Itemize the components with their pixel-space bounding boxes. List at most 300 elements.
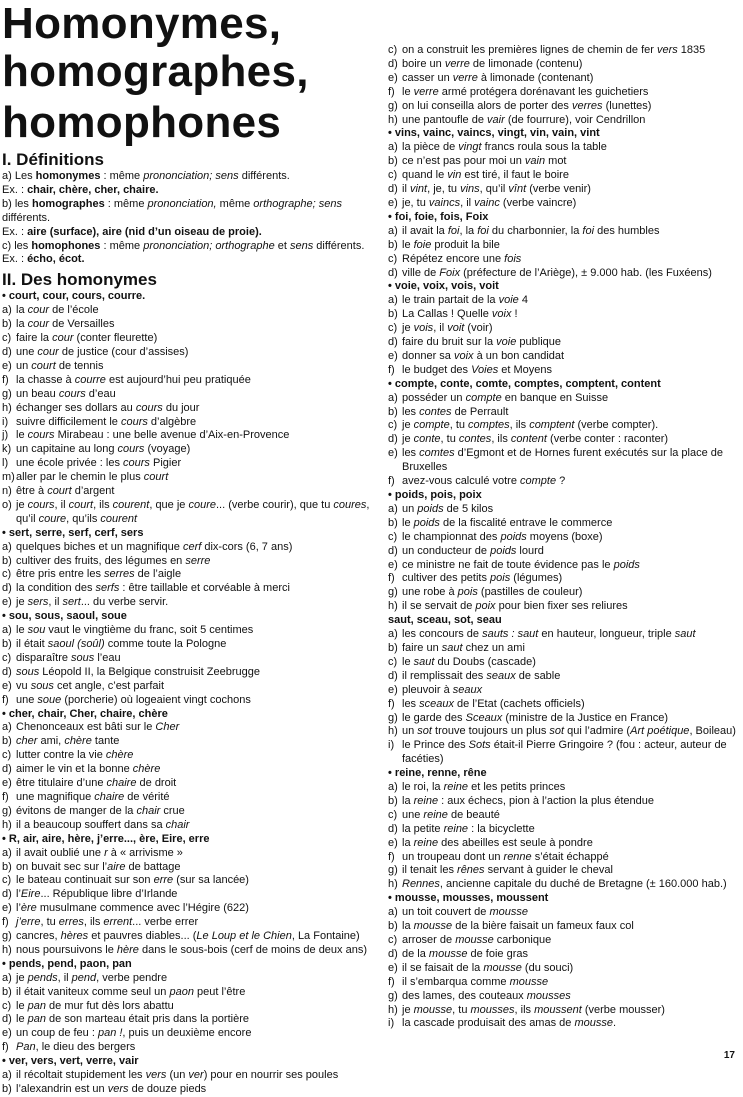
example-letter: e) [388,836,398,849]
word-group-heading: • R, air, aire, hère, j’erre..., ère, Eire, erre [2,832,210,845]
example-line [2,582,370,596]
example-line [388,253,740,267]
example-text: un capitaine au long cours (voyage) [16,443,191,456]
example-letter: d) [388,336,398,349]
example-text: cher ami, chère tante [16,735,120,748]
example-line [2,666,370,680]
example-line [2,499,370,527]
example-text: disparaître sous l’eau [16,651,121,664]
example-text: il avait la foi, la foi du charbonnier, la foi des humbles [402,224,660,237]
example-text: des lames, des couteaux mousses [402,989,571,1002]
example-letter: d) [2,345,12,358]
example-line [2,638,370,652]
example-line [2,304,370,318]
example-letter: c) [388,655,398,668]
example-line [2,1027,370,1041]
example-line [2,457,370,471]
example-line [2,680,370,694]
example-text: je, tu vaincs, il vainc (verbe vaincre) [402,196,577,209]
example-line [2,346,370,360]
example-letter: a) [388,781,398,794]
example-text: un court de tennis [16,359,104,372]
section-homonyms-heading: II. Des homonymes [2,270,157,290]
example-c: Ex. : écho, écot. [2,253,85,266]
example-line [388,267,740,281]
example-line [2,624,370,638]
example-text: la mousse de la bière faisait un fameux faux col [402,920,634,933]
example-letter: e) [2,679,12,692]
example-text: une école privée : les cours Pigier [16,457,182,470]
word-group-heading: • compte, conte, comte, comptes, comptent, content [388,377,661,390]
example-text: donner sa voix à un bon candidat [402,349,565,362]
example-text: un troupeau dont un renne s’était échappé [402,850,609,863]
example-line [388,920,740,934]
example-letter: c) [388,44,398,56]
example-letter: h) [2,818,12,831]
word-group [2,610,370,707]
example-text: Chenonceaux est bâti sur le Cher [16,721,180,734]
example-text: vu sous cet angle, c’est parfait [16,679,164,692]
example-text: sous Léopold II, la Belgique construisit Zeebrugge [16,665,261,678]
example-letter: a) [2,540,12,553]
example-letter: g) [2,387,12,400]
example-letter: c) [2,332,12,345]
example-line [388,642,740,656]
example-line [388,962,740,976]
example-letter: i) [388,739,395,752]
example-text: la chasse à courre est aujourd’hui peu pratiquée [16,373,251,386]
example-line [2,1013,370,1027]
example-line [2,819,370,833]
example-text: lutter contre la vie chère [16,749,134,762]
example-letter: f) [388,697,395,710]
example-text: la cour de Versailles [16,318,115,331]
example-letter: e) [388,196,398,209]
example-text: les sceaux de l’Etat (cachets officiels) [402,697,585,710]
example-line [388,712,740,726]
example-text: ce ministre ne fait de toute évidence pas le poids [402,558,640,571]
example-line [2,388,370,402]
word-group [388,211,740,281]
example-text: un beau cours d’eau [16,387,116,400]
example-letter: e) [2,359,12,372]
example-line [2,791,370,805]
example-letter: g) [2,804,12,817]
example-text: une pantoufle de vair (de fourrure), voir Cendrillon [402,113,646,126]
example-line [2,847,370,861]
example-line [2,874,370,888]
example-letter: c) [388,808,398,821]
example-text: j’erre, tu erres, ils errent... verbe errer [16,916,199,929]
example-line [388,531,740,545]
word-group-heading: • mousse, mousses, moussent [388,892,549,905]
example-letter: l) [2,457,9,470]
example-text: un toit couvert de mousse [402,906,528,919]
word-group-heading: • voie, voix, vois, voit [388,280,499,293]
example-letter: h) [2,943,12,956]
example-line [388,294,740,308]
example-line [2,374,370,388]
example-letter: e) [388,71,398,84]
example-line [2,1069,370,1083]
example-text: casser un verre à limonade (contenant) [402,71,594,84]
example-text: Rennes, ancienne capitale du duché de Bretagne (± 160.000 hab.) [402,878,727,891]
example-line [2,1041,370,1055]
example-letter: a) [388,224,398,237]
example-text: les comtes d’Egmont et de Hornes furent exécutés sur la place de Bruxelles [402,447,724,474]
example-line [388,781,740,795]
word-group-heading: • vins, vainc, vaincs, vingt, vin, vain, vint [388,127,600,140]
example-text: on buvait sec sur l’aire de battage [16,860,181,873]
example-text: la cour de l’école [16,304,99,317]
example-letter: b) [388,516,398,529]
example-letter: c) [2,999,12,1012]
example-letter: b) [388,238,398,251]
example-line [2,986,370,1000]
word-group [2,958,370,1055]
word-group-heading: • court, cour, cours, courre. [2,290,146,303]
example-line [388,545,740,559]
example-letter: e) [2,777,12,790]
example-letter: m) [2,471,15,484]
example-line [388,183,740,197]
example-letter: d) [388,57,398,70]
example-line [388,1017,740,1031]
left-column [2,0,370,1097]
word-group-heading: • cher, chair, Cher, chaire, chère [2,707,168,720]
example-line [2,555,370,569]
example-text: le garde des Sceaux (ministre de la Justice en France) [402,711,668,724]
example-letter: i) [388,1017,395,1030]
example-line [388,878,740,892]
example-text: le foie produit la bile [402,238,500,251]
example-letter: f) [388,572,395,585]
example-letter: g) [388,586,398,599]
example-line [388,628,740,642]
example-letter: d) [2,665,12,678]
example-line [2,1000,370,1014]
example-text: il se faisait de la mousse (du souci) [402,961,574,974]
example-letter: a) [388,906,398,919]
example-letter: f) [388,85,395,98]
example-letter: o) [2,498,12,511]
example-letter: c) [388,934,398,946]
example-text: être à court d’argent [16,485,115,498]
example-letter: a) [2,304,12,317]
example-letter: c) [388,322,398,335]
example-text: une reine de beauté [402,808,500,821]
example-line [388,600,740,614]
word-group-heading: • ver, vers, vert, verre, vair [2,1055,139,1068]
example-text: être pris entre les serres de l’aigle [16,568,182,581]
example-line [388,141,740,155]
word-group [388,378,740,489]
example-text: une soue (porcherie) où logeaient vingt cochons [16,693,251,706]
example-text: il était saoul (soûl) comme toute la Pologne [16,638,227,650]
example-letter: a) [388,502,398,515]
title-line-1: Homonymes, homographes, [2,0,309,96]
example-line [2,749,370,763]
example-letter: b) [388,308,398,321]
example-letter: a) [2,721,12,734]
example-line [388,419,740,433]
example-letter: b) [2,735,12,748]
example-letter: f) [388,850,395,863]
example-text: de la mousse de foie gras [402,947,528,960]
example-letter: i) [2,415,9,428]
example-line [388,656,740,670]
word-group [388,280,740,377]
example-text: le cours Mirabeau : une belle avenue d’Aix-en-Provence [16,429,290,442]
example-text: le Prince des Sots était-il Pierre Gringoire ? (fou : acteur, auteur de facéties) [402,739,727,766]
word-group [2,527,370,610]
example-line [388,225,740,239]
example-text: le verre armé protégera dorénavant les guichetiers [402,85,649,98]
example-text: il avait oublié une r à « arrivisme » [16,846,183,859]
example-text: il a beaucoup souffert dans sa chair [16,818,190,831]
example-text: je mousse, tu mousses, ils moussent (verbe mousser) [402,1003,665,1016]
example-text: un coup de feu : pan !, puis un deuxième encore [16,1027,252,1040]
example-text: il s’embarqua comme mousse [402,975,549,988]
example-letter: b) [388,405,398,418]
word-group [2,290,370,526]
example-letter: g) [388,711,398,724]
example-text: La Callas ! Quelle voix ! [402,308,518,321]
section-definitions-heading: I. Définitions [2,150,104,169]
word-group-heading: • pends, pend, paon, pan [2,957,132,970]
example-text: il remplissait des seaux de sable [402,669,561,682]
example-letter: b) [388,920,398,933]
example-line [2,541,370,555]
example-letter: d) [388,544,398,557]
example-line [388,336,740,350]
example-line [2,972,370,986]
example-letter: b) [2,1083,12,1095]
example-line [2,360,370,374]
example-text: la petite reine : la bicyclette [402,822,535,835]
example-line [388,475,740,489]
example-letter: e) [2,902,12,915]
example-line [388,447,740,475]
example-line [2,694,370,708]
example-line [2,429,370,443]
example-text: la condition des serfs : être taillable et corvéable à merci [16,582,290,595]
right-word-groups [388,44,740,1031]
example-text: faire du bruit sur la voie publique [402,336,561,349]
example-line [388,795,740,809]
example-line [388,72,740,86]
word-group [388,44,740,127]
example-text: être titulaire d’une chaire de droit [16,777,177,790]
example-text: ville de Foix (préfecture de l’Ariège), ± 9.000 hab. (les Fuxéens) [402,266,712,279]
example-line [2,652,370,666]
example-letter: f) [388,363,395,376]
example-letter: e) [2,1027,12,1040]
example-line [2,861,370,875]
example-letter: a) [2,624,12,637]
example-text: le roi, la reine et les petits princes [402,781,566,794]
example-text: aller par le chemin le plus court [16,471,169,484]
example-line [388,197,740,211]
example-letter: a) [2,1069,12,1082]
example-text: je sers, il sert... du verbe servir. [16,596,169,609]
example-text: cultiver des petits pois (légumes) [402,572,563,585]
example-letter: f) [2,693,9,706]
example-text: une cour de justice (cour d’assises) [16,345,189,358]
example-letter: c) [2,568,12,581]
word-group [388,767,740,892]
example-text: l’ère musulmane commence avec l’Hégire (622) [16,902,249,915]
example-letter: c) [2,651,12,664]
example-line [388,698,740,712]
example-text: cultiver des fruits, des légumes en serre [16,554,211,567]
example-text: avez-vous calculé votre compte ? [402,475,566,488]
example-text: je cours, il court, ils courent, que je coure... (verbe courir), que tu coures, qu’il coure, qu’ils courent [16,498,370,525]
example-letter: a) [388,294,398,307]
example-text: on lui conseilla alors de porter des verres (lunettes) [402,99,652,112]
example-text: les contes de Perrault [402,405,509,418]
example-line [2,471,370,485]
example-letter: g) [388,864,398,877]
example-text: quelques biches et un magnifique cerf dix-cors (6, 7 ans) [16,540,293,553]
example-text: la reine des abeilles est seule à pondre [402,836,593,849]
example-line [388,517,740,531]
page-number: 17 [723,1050,735,1061]
title-line-2: homophones [2,98,282,147]
example-line [388,906,740,920]
example-line [2,805,370,819]
example-line [388,864,740,878]
example-text: un conducteur de poids lourd [402,544,544,557]
example-letter: g) [388,989,398,1002]
example-text: faire un saut chez un ami [402,641,525,654]
example-text: il tenait les rênes servant à guider le cheval [402,864,613,877]
example-line [388,44,740,58]
example-text: le budget des Voies et Moyens [402,363,553,376]
word-group-heading: • sert, serre, serf, cerf, sers [2,526,144,539]
example-letter: h) [2,401,12,414]
example-text: Pan, le dieu des bergers [16,1041,136,1054]
example-text: faire la cour (conter fleurette) [16,332,158,345]
example-line [2,944,370,958]
example-text: pleuvoir à seaux [402,683,483,696]
example-letter: b) [2,985,12,998]
example-letter: h) [388,725,398,738]
word-group-heading: saut, sceau, sot, seau [388,614,502,627]
example-line [2,916,370,930]
example-text: le sou vaut le vingtième du franc, soit 5 centimes [16,624,254,637]
example-text: on a construit les premières lignes de chemin de fer vers 1835 [402,44,706,56]
example-line [2,596,370,610]
word-group-heading: • poids, pois, poix [388,489,482,501]
left-word-groups [2,290,370,1097]
example-letter: g) [388,99,398,112]
example-letter: f) [388,475,395,488]
example-letter: f) [388,975,395,988]
example-text: arroser de mousse carbonique [402,934,552,946]
definition-a: a) Les homonymes : même prononciation; sens différents. [2,170,290,182]
example-line [2,721,370,735]
example-text: l’alexandrin est un vers de douze pieds [16,1083,207,1095]
example-text: évitons de manger de la chair crue [16,804,185,817]
example-line [388,100,740,114]
definition-b: b) les homographes : même prononciation, même orthographe; sens différents. [2,197,342,224]
example-line [388,851,740,865]
example-letter: b) [2,554,12,567]
example-text: quand le vin est tiré, il faut le boire [402,169,569,182]
example-line [388,670,740,684]
example-text: il vint, je, tu vins, qu’il vînt (verbe venir) [402,183,591,196]
example-letter: a) [2,846,12,859]
example-letter: d) [388,947,398,960]
example-letter: d) [388,433,398,446]
example-line [2,1083,370,1097]
word-group-heading: • foi, foie, fois, Foix [388,210,489,223]
example-text: je pends, il pend, verbe pendre [16,971,168,984]
example-text: le pan de son marteau était pris dans la portière [16,1013,249,1026]
example-letter: f) [2,790,9,803]
example-line [2,777,370,791]
example-text: le pan de mur fut dès lors abattu [16,999,174,1012]
example-letter: c) [388,530,398,543]
example-text: il se servait de poix pour bien fixer ses reliures [402,600,628,613]
example-letter: h) [388,113,398,126]
example-text: le saut du Doubs (cascade) [402,655,536,668]
example-letter: d) [388,183,398,196]
example-line [388,739,740,767]
example-letter: e) [388,447,398,460]
example-text: la pièce de vingt francs roula sous la table [402,141,607,154]
example-line [388,364,740,378]
word-group [2,833,370,958]
example-line [388,837,740,851]
example-text: le championnat des poids moyens (boxe) [402,530,603,543]
example-letter: a) [388,141,398,154]
example-line [388,586,740,600]
example-line [388,990,740,1004]
example-text: posséder un compte en banque en Suisse [402,391,609,404]
word-group [388,127,740,210]
example-line [2,485,370,499]
example-text: il était vaniteux comme seul un paon peut l’être [16,985,246,998]
example-letter: b) [2,638,12,650]
example-letter: d) [2,763,12,776]
example-letter: d) [2,888,12,901]
example-text: nous poursuivons le hère dans le sous-bois (cerf de moins de deux ans) [16,943,367,956]
example-text: les concours de sauts : saut en hauteur, longueur, triple saut [402,628,696,641]
example-text: la reine : aux échecs, pion à l’action la plus étendue [402,794,654,807]
example-text: je conte, tu contes, ils content (verbe conter : raconter) [402,433,669,446]
example-line [2,930,370,944]
example-letter: f) [2,916,9,929]
example-letter: a) [388,391,398,404]
example-line [388,239,740,253]
example-letter: c) [388,252,398,265]
example-line [388,1004,740,1018]
example-letter: d) [388,822,398,835]
example-letter: f) [2,1041,9,1054]
example-letter: b) [388,155,398,168]
example-line [388,406,740,420]
example-line [388,392,740,406]
example-text: un poids de 5 kilos [402,502,494,515]
word-group [2,1055,370,1097]
word-group [2,708,370,833]
example-text: suivre difficilement le cours d’algèbre [16,415,197,428]
example-text: je compte, tu comptes, ils comptent (verbe compter). [402,419,659,432]
example-line [2,568,370,582]
example-text: échanger ses dollars au cours du jour [16,401,200,414]
